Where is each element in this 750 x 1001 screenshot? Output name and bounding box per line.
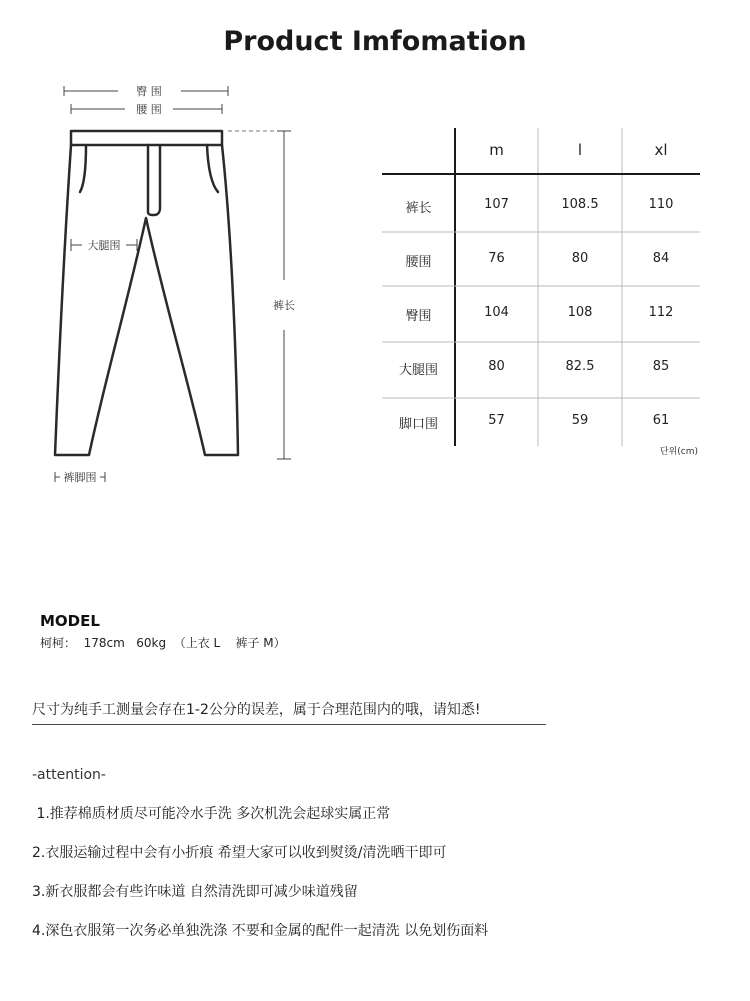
care-item: 3.新衣服都会有些许味道 自然清洗即可减少味道残留 <box>32 884 358 900</box>
value-hip-m: 104 <box>484 305 509 320</box>
row-label-thigh: 大腿围 <box>398 363 438 378</box>
care-item: 1.推荐棉质材质尽可能冷水手洗 多次机洗会起球实属正常 <box>32 806 391 822</box>
value-waist-l: 80 <box>571 251 589 266</box>
measurement-notice: 尺寸为纯手工测量会存在1-2公分的误差，属于合理范围内的哦，请知悉! <box>32 699 546 725</box>
size-header-l: l <box>577 141 583 159</box>
size-header-xl: xl <box>654 141 668 159</box>
hip-label: 臀 围 <box>136 85 162 98</box>
row-label-hip: 臀围 <box>405 309 432 324</box>
value-waist-xl: 84 <box>652 251 670 266</box>
row-label-length: 裤长 <box>405 201 432 216</box>
value-hip-xl: 112 <box>648 305 674 320</box>
attention-title: -attention- <box>32 767 106 783</box>
value-length-l: 108.5 <box>561 197 599 212</box>
care-instructions <box>32 805 488 961</box>
value-thigh-xl: 85 <box>652 359 670 374</box>
care-item: 4.深色衣服第一次务必单独洗涤 不要和金属的配件一起清洗 以免划伤面料 <box>32 923 489 939</box>
page-title: Product Imfomation <box>223 26 527 57</box>
row-label-waist: 腰围 <box>405 255 432 270</box>
value-waist-m: 76 <box>488 251 505 266</box>
value-hem-xl: 61 <box>652 413 670 428</box>
model-info: 柯柯： 178cm 60kg （上衣 L 裤子 M） <box>40 636 286 650</box>
model-title: MODEL <box>40 612 100 630</box>
waist-label: 腰 围 <box>136 103 162 116</box>
value-length-m: 107 <box>484 197 509 212</box>
hem-label: 裤脚围 <box>63 471 97 484</box>
value-thigh-l: 82.5 <box>565 359 595 374</box>
length-label: 裤长 <box>273 299 295 312</box>
row-label-hem: 脚口围 <box>398 417 438 432</box>
value-length-xl: 110 <box>648 197 674 212</box>
care-item: 2.衣服运输过程中会有小折痕 希望大家可以收到熨烫/清洗晒干即可 <box>32 845 447 861</box>
size-header-m: m <box>489 141 504 159</box>
thigh-label: 大腿围 <box>87 239 121 252</box>
value-hip-l: 108 <box>567 305 593 320</box>
size-table-grid <box>382 128 700 446</box>
value-hem-l: 59 <box>571 413 589 428</box>
pants-outline <box>55 131 238 455</box>
unit-label: 단위(cm) <box>659 447 698 457</box>
value-hem-m: 57 <box>488 413 505 428</box>
value-thigh-m: 80 <box>488 359 505 374</box>
size-table <box>382 128 700 446</box>
